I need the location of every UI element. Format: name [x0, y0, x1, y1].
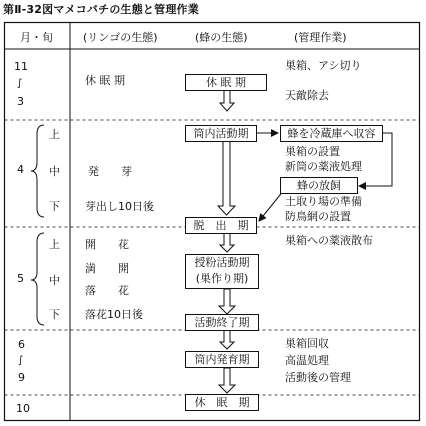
flow-arrow [220, 90, 234, 111]
month-9: 9 [18, 371, 25, 384]
work-nest-box-reed-cut: 巣箱、アシ切り [285, 59, 362, 72]
work-release-bees: 蜂の放飼 [280, 177, 358, 194]
work-high-temp-treatment: 高温処理 [285, 354, 329, 367]
bee-stage-pollination [185, 254, 259, 289]
jun-late: 下 [49, 308, 60, 321]
bee-stage-dormancy: 休 眠 期 [185, 74, 267, 91]
apple-sprout-10days: 芽出し10日後 [85, 200, 154, 213]
jun-early: 上 [49, 128, 60, 141]
work-spray-nest-box: 巣箱への薬液散布 [285, 234, 373, 247]
month-3: 3 [17, 95, 24, 108]
bee-stage-in-tube-activity: 筒内活動期 [185, 125, 257, 142]
apple-petal-fall: 落 花 [85, 284, 129, 297]
header-month: 月・旬 [20, 31, 53, 44]
jun-mid: 中 [49, 165, 60, 178]
flow-arrow [220, 330, 234, 349]
apple-full-bloom: 満 開 [85, 262, 129, 275]
jun-mid: 中 [49, 274, 60, 287]
apple-budding: 発 芽 [88, 165, 132, 178]
month-range-mark: ∫ [17, 78, 23, 89]
brace-may [31, 233, 44, 325]
month-4: 4 [17, 163, 24, 176]
work-post-activity-management: 活動後の管理 [285, 371, 351, 384]
header-bee: (蜂の生態) [195, 31, 248, 44]
bee-stage-in-tube-development: 筒内発育期 [185, 351, 259, 368]
work-collect-nest-box: 巣箱回収 [285, 337, 329, 350]
figure-caption: 第Ⅱ-32図マメコバチの生態と管理作業 [3, 3, 199, 16]
month-5: 5 [17, 272, 24, 285]
bee-stage-activity-end: 活動終了期 [185, 314, 259, 331]
header-apple: (リンゴの生態) [83, 31, 158, 44]
month-10: 10 [16, 402, 30, 415]
flow-arrow [220, 233, 234, 252]
header-work: (管理作業) [294, 31, 347, 44]
arrow-hoka-to-dasshutsu [259, 190, 284, 221]
work-pest-removal: 天敵除去 [285, 89, 329, 102]
bee-stage-pollination-label: 授粉活動期 [194, 256, 250, 269]
month-6: 6 [18, 338, 25, 351]
month-11: 11 [14, 60, 28, 73]
flow-arrow [219, 368, 235, 393]
brace-april [31, 125, 44, 217]
work-place-nest-box: 巣箱の設置 [285, 145, 340, 158]
apple-bloom: 開 花 [85, 238, 129, 251]
work-store-in-refrigerator: 蜂を冷蔵庫へ収容 [280, 125, 383, 142]
flow-arrow [218, 140, 235, 215]
flow-arrow [219, 289, 235, 314]
jun-late: 下 [49, 200, 60, 213]
apple-petal-fall-10days: 落花10日後 [85, 308, 143, 321]
jun-early: 上 [49, 238, 60, 251]
apple-dormancy: 休 眠 期 [85, 74, 125, 87]
work-prepare-soil-site: 土取り場の準備 [285, 195, 362, 208]
bee-stage-dormancy-2: 休 眠 期 [185, 394, 259, 411]
work-new-tube-treatment: 新筒の薬液処理 [285, 160, 362, 173]
bee-stage-emergence: 脱 出 期 [185, 217, 257, 234]
work-install-bird-net: 防鳥網の設置 [285, 210, 351, 223]
bee-stage-nesting-label: (巣作り期) [195, 272, 249, 285]
month-range-mark: ∫ [18, 355, 24, 366]
